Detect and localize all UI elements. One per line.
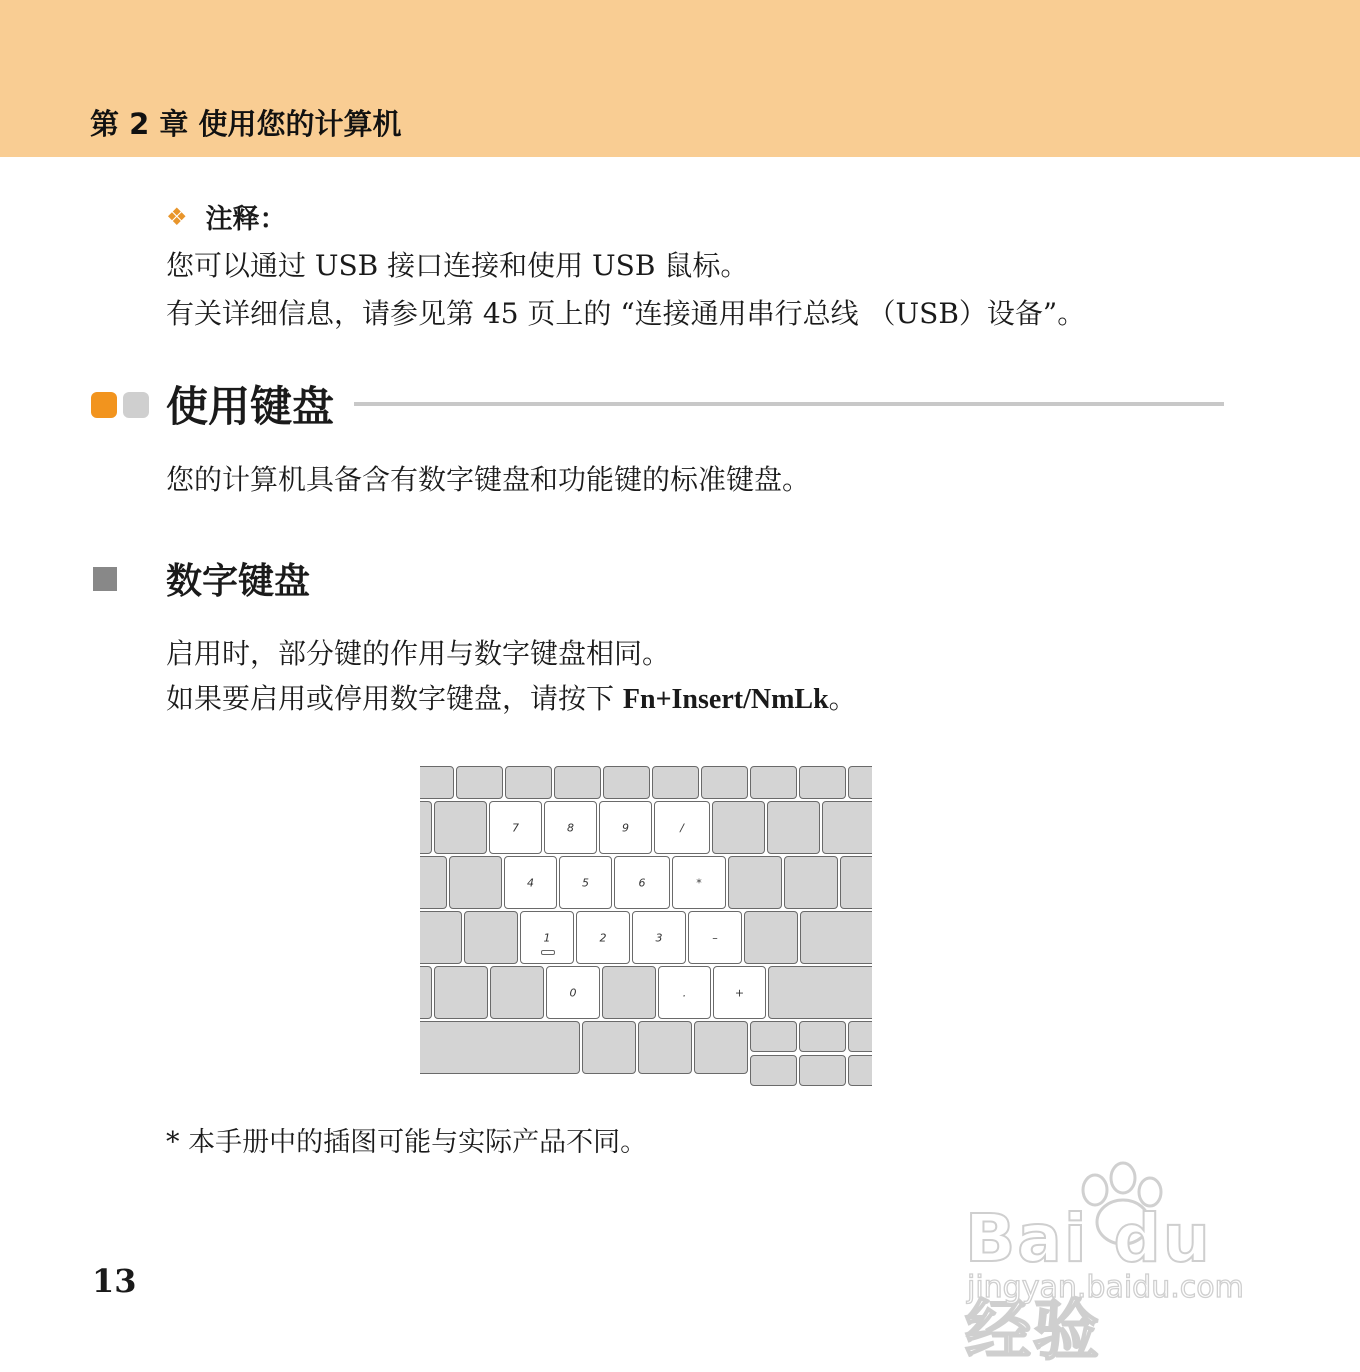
note-heading <box>166 197 287 236</box>
keypad-key-label: 9 <box>622 821 629 834</box>
keyboard-key <box>420 766 454 799</box>
keyboard-key <box>784 856 838 909</box>
keyboard-key <box>420 1021 580 1074</box>
note-line-1: 您可以通过 USB 接口连接和使用 USB 鼠标。 <box>166 249 749 282</box>
section-dot-orange <box>91 392 117 418</box>
keyboard-key <box>848 1021 872 1052</box>
keyboard-key <box>799 1021 846 1052</box>
keyboard-key <box>420 801 432 854</box>
keyboard-key <box>712 801 765 854</box>
keyboard-key <box>434 966 488 1019</box>
keypad-key-9 <box>599 801 652 854</box>
keyboard-key <box>744 911 798 964</box>
keypad-key-minus <box>688 911 742 964</box>
keypad-key-label: 2 <box>599 931 607 944</box>
keyboard-key <box>490 966 544 1019</box>
keyboard-key <box>420 911 462 964</box>
section-intro: 您的计算机具备含有数字键盘和功能键的标准键盘。 <box>166 463 811 496</box>
keypad-key-label: / <box>680 821 684 834</box>
keypad-key-label: 1 <box>543 931 551 944</box>
keyboard-key <box>799 766 846 799</box>
keyboard-key <box>652 766 699 799</box>
keyboard-key <box>554 766 601 799</box>
keypad-key-2 <box>576 911 630 964</box>
footnote: * 本手册中的插图可能与实际产品不同。 <box>166 1127 648 1158</box>
keyboard-key <box>848 766 872 799</box>
note-line-2: 有关详细信息，请参见第 45 页上的 “连接通用串行总线 （USB）设备”。 <box>166 297 1086 330</box>
keyboard-key <box>728 856 782 909</box>
keyboard-key <box>768 966 872 1019</box>
watermark-url: jingyan.baidu.com <box>967 1270 1244 1305</box>
keyboard-key <box>582 1021 636 1074</box>
watermark <box>965 1160 1285 1369</box>
keypad-key-4 <box>504 856 557 909</box>
keyboard-key <box>767 801 820 854</box>
key-nub <box>541 950 555 955</box>
keyboard-key <box>420 856 447 909</box>
keyboard-key <box>456 766 503 799</box>
keypad-key-divide <box>654 801 710 854</box>
keypad-key-5 <box>559 856 612 909</box>
keypad-key-label: 5 <box>582 876 589 889</box>
watermark-brand: Bai du 经验 <box>965 1200 1212 1369</box>
keyboard-key <box>434 801 487 854</box>
keyboard-key <box>800 911 872 964</box>
diamond-dots-icon: ❖ <box>166 202 188 231</box>
keypad-key-label: 4 <box>527 876 534 889</box>
keyboard-key <box>420 966 432 1019</box>
section-title: 使用键盘 <box>166 382 335 431</box>
chapter-title: 第 2 章 使用您的计算机 <box>90 107 402 141</box>
subsection-line-2 <box>166 677 857 717</box>
keypad-key-label: 0 <box>569 986 577 999</box>
keyboard-key <box>449 856 502 909</box>
page-number: 13 <box>92 1262 137 1300</box>
section-dot-gray <box>123 392 149 418</box>
section-marker <box>91 392 149 418</box>
keyboard-key <box>701 766 748 799</box>
keypad-key-3 <box>632 911 686 964</box>
keypad-key-label: 3 <box>655 931 663 944</box>
keypad-key-label: 7 <box>512 821 519 834</box>
keyboard-key <box>603 766 650 799</box>
keyboard-key <box>602 966 656 1019</box>
keypad-key-decimal <box>658 966 711 1019</box>
keypad-key-label: 8 <box>567 821 574 834</box>
keypad-key-6 <box>614 856 670 909</box>
subsection-title: 数字键盘 <box>166 561 311 602</box>
keypad-key-0 <box>546 966 600 1019</box>
keypad-key-7 <box>489 801 542 854</box>
keyboard-key <box>750 1055 797 1086</box>
shortcut-key: Fn+Insert/NmLk <box>622 684 829 715</box>
keypad-key-label: 6 <box>638 876 646 889</box>
section-rule <box>354 402 1224 406</box>
subsection-square-icon <box>93 567 117 591</box>
keyboard-key <box>750 766 797 799</box>
keyboard-key <box>848 1055 872 1086</box>
keypad-key-label: + <box>734 986 745 999</box>
subsection-line-1: 启用时，部分键的作用与数字键盘相同。 <box>166 637 671 670</box>
chapter-header <box>0 0 1360 157</box>
keyboard-illustration <box>420 766 872 1088</box>
keypad-key-label: . <box>682 986 687 999</box>
note-title: 注释： <box>205 204 287 235</box>
keypad-key-multiply <box>672 856 726 909</box>
keypad-key-plus <box>713 966 766 1019</box>
keyboard-key <box>750 1021 797 1052</box>
keypad-key-label: * <box>696 876 702 889</box>
keyboard-key <box>638 1021 692 1074</box>
keypad-key-8 <box>544 801 597 854</box>
line-2-suffix: 。 <box>828 682 857 715</box>
keyboard-key <box>694 1021 748 1074</box>
keyboard-key <box>505 766 552 799</box>
line-2-prefix: 如果要启用或停用数字键盘，请按下 <box>166 682 623 715</box>
keyboard-key <box>799 1055 846 1086</box>
keyboard-key <box>840 856 872 909</box>
keyboard-key <box>464 911 518 964</box>
keyboard-key <box>822 801 872 854</box>
keypad-key-1 <box>520 911 574 964</box>
keypad-key-label: – <box>712 931 718 944</box>
